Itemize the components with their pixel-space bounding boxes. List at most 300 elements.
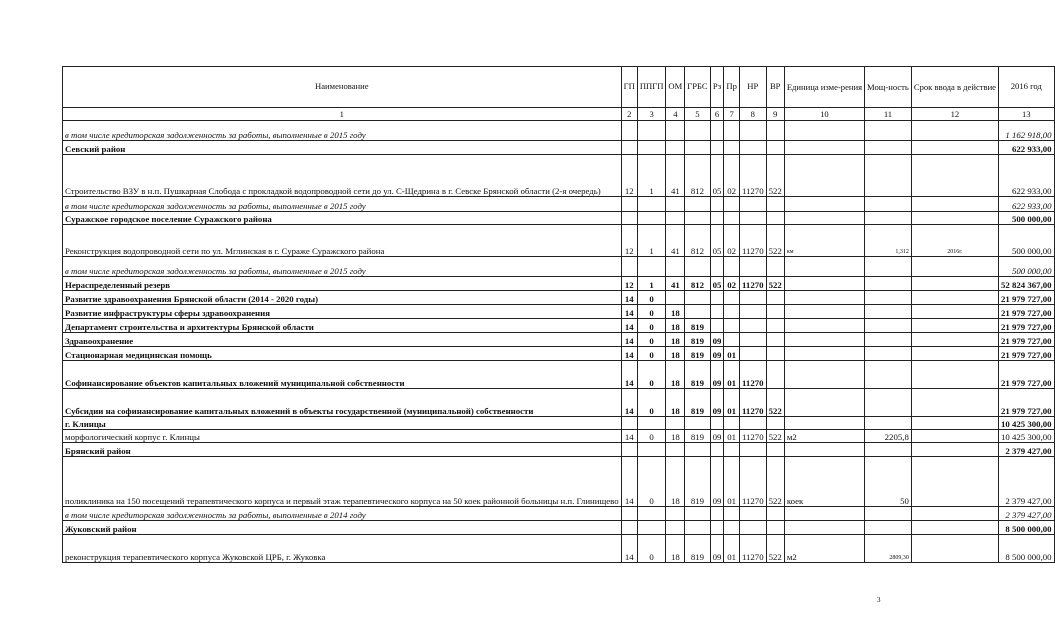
row-amount: 2 379 427,00 <box>998 457 1054 507</box>
table-row <box>63 319 1055 333</box>
row-om: 18 <box>666 361 685 389</box>
row-om <box>666 417 685 430</box>
column-number: 3 <box>637 108 666 121</box>
row-gp <box>621 257 637 277</box>
row-rz: 05 <box>710 155 724 197</box>
row-gp: 14 <box>621 430 637 443</box>
row-rz <box>710 212 724 225</box>
row-gp: 14 <box>621 389 637 417</box>
header-om: ОМ <box>666 67 685 108</box>
row-term <box>911 121 998 141</box>
row-power <box>865 197 912 212</box>
row-amount: 500 000,00 <box>998 257 1054 277</box>
row-term <box>911 361 998 389</box>
row-om: 18 <box>666 535 685 563</box>
row-grbs <box>685 291 710 305</box>
header-row <box>63 67 1055 108</box>
row-grbs: 812 <box>685 155 710 197</box>
row-grbs <box>685 141 710 155</box>
row-amount: 52 824 367,00 <box>998 277 1054 291</box>
row-rz: 09 <box>710 333 724 347</box>
row-nr <box>739 521 766 535</box>
row-ppgp: 0 <box>637 361 666 389</box>
row-ppgp: 0 <box>637 457 666 507</box>
row-ppgp: 1 <box>637 277 666 291</box>
row-term <box>911 197 998 212</box>
row-gp: 14 <box>621 535 637 563</box>
row-power <box>865 319 912 333</box>
row-term <box>911 257 998 277</box>
row-amount: 21 979 727,00 <box>998 305 1054 319</box>
row-unit <box>784 257 864 277</box>
row-pr: 02 <box>724 155 740 197</box>
row-vr: 522 <box>766 389 784 417</box>
row-grbs <box>685 305 710 319</box>
row-term <box>911 443 998 457</box>
row-unit <box>784 347 864 361</box>
row-pr: 01 <box>724 457 740 507</box>
row-power <box>865 361 912 389</box>
row-gp <box>621 507 637 521</box>
row-nr <box>739 417 766 430</box>
row-unit <box>784 305 864 319</box>
row-power <box>865 305 912 319</box>
column-number: 7 <box>724 108 740 121</box>
table-row <box>63 212 1055 225</box>
row-pr <box>724 333 740 347</box>
row-rz: 09 <box>710 430 724 443</box>
row-om: 18 <box>666 305 685 319</box>
table-row <box>63 257 1055 277</box>
row-gp <box>621 121 637 141</box>
header-year: 2016 год <box>998 67 1054 108</box>
column-number: 9 <box>766 108 784 121</box>
row-unit: коек <box>784 457 864 507</box>
row-name: Софинансирование объектов капитальных вложений муниципальной собственности <box>63 361 622 389</box>
row-term <box>911 277 998 291</box>
row-name: Субсидии на софинансирование капитальных вложений в объекты государственной (муниципальной) собственности <box>63 389 622 417</box>
row-name: Суражское городское поселение Суражского района <box>63 212 622 225</box>
row-vr: 522 <box>766 430 784 443</box>
row-term <box>911 417 998 430</box>
row-ppgp: 0 <box>637 319 666 333</box>
row-vr <box>766 417 784 430</box>
row-vr <box>766 521 784 535</box>
row-pr <box>724 507 740 521</box>
row-term <box>911 212 998 225</box>
row-rz <box>710 197 724 212</box>
row-grbs <box>685 197 710 212</box>
row-gp <box>621 443 637 457</box>
row-power <box>865 141 912 155</box>
row-gp: 14 <box>621 333 637 347</box>
row-om <box>666 257 685 277</box>
row-ppgp: 0 <box>637 535 666 563</box>
row-name: в том числе кредиторская задолженность за работы, выполненные в 2014 году <box>63 507 622 521</box>
row-grbs <box>685 507 710 521</box>
row-vr: 522 <box>766 225 784 257</box>
table-row <box>63 507 1055 521</box>
row-gp <box>621 212 637 225</box>
row-ppgp: 1 <box>637 225 666 257</box>
column-number: 11 <box>865 108 912 121</box>
row-vr <box>766 141 784 155</box>
column-number: 8 <box>739 108 766 121</box>
row-name: поликлиника на 150 посещений терапевтического корпуса и первый этаж терапевтического корпуса на 50 коек районной больницы н.п. Глинищево <box>63 457 622 507</box>
row-power <box>865 389 912 417</box>
row-pr: 02 <box>724 225 740 257</box>
row-vr <box>766 507 784 521</box>
row-amount: 8 500 000,00 <box>998 535 1054 563</box>
row-om <box>666 197 685 212</box>
row-nr <box>739 212 766 225</box>
header-grbs: ГРБС <box>685 67 710 108</box>
row-amount: 21 979 727,00 <box>998 319 1054 333</box>
row-vr <box>766 197 784 212</box>
row-vr <box>766 443 784 457</box>
row-name: в том числе кредиторская задолженность за работы, выполненные в 2015 году <box>63 121 622 141</box>
row-vr <box>766 305 784 319</box>
row-power: 2809,30 <box>865 535 912 563</box>
row-ppgp: 0 <box>637 389 666 417</box>
row-term <box>911 141 998 155</box>
header-vr: ВР <box>766 67 784 108</box>
row-rz <box>710 257 724 277</box>
column-number: 12 <box>911 108 998 121</box>
row-om: 18 <box>666 457 685 507</box>
table-row <box>63 305 1055 319</box>
row-vr: 522 <box>766 457 784 507</box>
row-term <box>911 457 998 507</box>
row-grbs <box>685 521 710 535</box>
row-term <box>911 291 998 305</box>
row-power <box>865 212 912 225</box>
row-rz <box>710 305 724 319</box>
row-pr <box>724 212 740 225</box>
page-number: 3 <box>877 596 881 604</box>
header-gp: ГП <box>621 67 637 108</box>
row-power <box>865 521 912 535</box>
row-vr <box>766 333 784 347</box>
row-unit <box>784 319 864 333</box>
row-pr: 01 <box>724 535 740 563</box>
row-gp: 14 <box>621 457 637 507</box>
row-amount: 1 162 918,00 <box>998 121 1054 141</box>
row-vr <box>766 212 784 225</box>
row-name: Реконструкция водопроводной сети по ул. Мглинская в г. Сураже Суражского района <box>63 225 622 257</box>
column-number: 6 <box>710 108 724 121</box>
column-number: 4 <box>666 108 685 121</box>
row-rz <box>710 141 724 155</box>
row-rz <box>710 319 724 333</box>
row-power <box>865 257 912 277</box>
row-term <box>911 389 998 417</box>
row-nr: 11270 <box>739 457 766 507</box>
row-ppgp <box>637 507 666 521</box>
row-power: 2205,8 <box>865 430 912 443</box>
row-amount: 8 500 000,00 <box>998 521 1054 535</box>
row-nr: 11270 <box>739 430 766 443</box>
row-unit <box>784 507 864 521</box>
row-om <box>666 212 685 225</box>
row-unit: м2 <box>784 430 864 443</box>
row-vr <box>766 361 784 389</box>
row-nr: 11270 <box>739 535 766 563</box>
row-ppgp <box>637 257 666 277</box>
row-ppgp <box>637 417 666 430</box>
row-nr: 11270 <box>739 277 766 291</box>
row-rz <box>710 121 724 141</box>
row-name: г. Клинцы <box>63 417 622 430</box>
row-ppgp <box>637 141 666 155</box>
row-amount: 21 979 727,00 <box>998 333 1054 347</box>
row-vr <box>766 257 784 277</box>
row-amount: 21 979 727,00 <box>998 347 1054 361</box>
row-power <box>865 155 912 197</box>
row-pr: 02 <box>724 277 740 291</box>
row-unit: км <box>784 225 864 257</box>
row-nr <box>739 333 766 347</box>
header-power: Мощ-ность <box>865 67 912 108</box>
row-amount: 21 979 727,00 <box>998 291 1054 305</box>
column-number: 1 <box>63 108 622 121</box>
table-row <box>63 361 1055 389</box>
row-ppgp: 0 <box>637 333 666 347</box>
row-nr: 11270 <box>739 389 766 417</box>
row-unit <box>784 361 864 389</box>
table-row <box>63 535 1055 563</box>
row-rz: 05 <box>710 277 724 291</box>
table-row <box>63 291 1055 305</box>
row-term <box>911 507 998 521</box>
row-power: 50 <box>865 457 912 507</box>
row-om: 18 <box>666 333 685 347</box>
table-row <box>63 155 1055 197</box>
column-number: 2 <box>621 108 637 121</box>
row-om: 41 <box>666 277 685 291</box>
row-nr: 11270 <box>739 361 766 389</box>
row-om: 41 <box>666 155 685 197</box>
row-term: 2016г. <box>911 225 998 257</box>
row-om <box>666 121 685 141</box>
table-row <box>63 333 1055 347</box>
row-unit <box>784 443 864 457</box>
table-row <box>63 443 1055 457</box>
row-vr: 522 <box>766 535 784 563</box>
row-name: Развитие инфраструктуры сферы здравоохранения <box>63 305 622 319</box>
table-row <box>63 141 1055 155</box>
row-nr <box>739 197 766 212</box>
row-unit: м2 <box>784 535 864 563</box>
row-pr <box>724 141 740 155</box>
table-row <box>63 121 1055 141</box>
row-nr <box>739 507 766 521</box>
row-om <box>666 521 685 535</box>
row-name: в том числе кредиторская задолженность за работы, выполненные в 2015 году <box>63 257 622 277</box>
row-amount: 622 933,00 <box>998 197 1054 212</box>
row-power <box>865 277 912 291</box>
row-om <box>666 291 685 305</box>
row-pr <box>724 291 740 305</box>
row-pr: 01 <box>724 347 740 361</box>
row-ppgp <box>637 443 666 457</box>
row-ppgp <box>637 197 666 212</box>
row-om: 18 <box>666 319 685 333</box>
row-vr <box>766 121 784 141</box>
row-pr <box>724 417 740 430</box>
row-grbs: 819 <box>685 535 710 563</box>
row-grbs <box>685 257 710 277</box>
table-row <box>63 347 1055 361</box>
table-row <box>63 225 1055 257</box>
row-term <box>911 155 998 197</box>
row-ppgp: 0 <box>637 347 666 361</box>
row-gp: 12 <box>621 225 637 257</box>
row-pr <box>724 319 740 333</box>
row-power <box>865 417 912 430</box>
row-gp: 14 <box>621 291 637 305</box>
row-rz: 09 <box>710 347 724 361</box>
row-term <box>911 333 998 347</box>
row-amount: 10 425 300,00 <box>998 430 1054 443</box>
row-gp: 14 <box>621 319 637 333</box>
row-unit <box>784 389 864 417</box>
row-rz: 09 <box>710 389 724 417</box>
table-row <box>63 389 1055 417</box>
row-name: Стационарная медицинская помощь <box>63 347 622 361</box>
row-nr <box>739 305 766 319</box>
row-pr: 01 <box>724 361 740 389</box>
row-grbs: 819 <box>685 361 710 389</box>
row-name: Брянский район <box>63 443 622 457</box>
row-grbs <box>685 443 710 457</box>
row-grbs <box>685 212 710 225</box>
row-grbs: 819 <box>685 430 710 443</box>
header-ppgp: ППГП <box>637 67 666 108</box>
row-nr <box>739 291 766 305</box>
row-gp: 14 <box>621 361 637 389</box>
row-amount: 21 979 727,00 <box>998 389 1054 417</box>
row-vr <box>766 347 784 361</box>
row-vr: 522 <box>766 155 784 197</box>
row-grbs <box>685 417 710 430</box>
row-nr <box>739 121 766 141</box>
column-number: 5 <box>685 108 710 121</box>
row-name: реконструкция терапевтического корпуса Жуковской ЦРБ, г. Жуковка <box>63 535 622 563</box>
row-nr <box>739 319 766 333</box>
row-pr <box>724 121 740 141</box>
budget-table <box>62 66 1055 563</box>
row-name: Развитие здравоохранения Брянской области (2014 - 2020 годы) <box>63 291 622 305</box>
header-rz: Рз <box>710 67 724 108</box>
row-power <box>865 333 912 347</box>
row-pr <box>724 443 740 457</box>
row-rz: 05 <box>710 225 724 257</box>
row-amount: 500 000,00 <box>998 212 1054 225</box>
row-nr: 11270 <box>739 225 766 257</box>
table-row <box>63 521 1055 535</box>
header-nr: НР <box>739 67 766 108</box>
row-amount: 622 933,00 <box>998 155 1054 197</box>
row-unit <box>784 291 864 305</box>
row-grbs: 819 <box>685 457 710 507</box>
row-nr <box>739 257 766 277</box>
row-ppgp: 0 <box>637 291 666 305</box>
row-power <box>865 443 912 457</box>
row-power <box>865 507 912 521</box>
row-grbs: 812 <box>685 225 710 257</box>
row-pr: 01 <box>724 430 740 443</box>
row-rz: 09 <box>710 535 724 563</box>
row-om: 18 <box>666 389 685 417</box>
table-row <box>63 457 1055 507</box>
row-pr: 01 <box>724 389 740 417</box>
row-gp <box>621 141 637 155</box>
row-gp <box>621 417 637 430</box>
row-amount: 2 379 427,00 <box>998 507 1054 521</box>
row-om <box>666 507 685 521</box>
row-om <box>666 141 685 155</box>
row-power <box>865 121 912 141</box>
row-gp <box>621 197 637 212</box>
row-term <box>911 535 998 563</box>
row-pr <box>724 257 740 277</box>
row-grbs: 819 <box>685 319 710 333</box>
row-gp: 14 <box>621 305 637 319</box>
row-amount: 2 379 427,00 <box>998 443 1054 457</box>
row-nr <box>739 347 766 361</box>
row-name: Здравоохранение <box>63 333 622 347</box>
row-gp: 14 <box>621 347 637 361</box>
row-unit <box>784 141 864 155</box>
row-vr <box>766 291 784 305</box>
row-gp: 12 <box>621 155 637 197</box>
column-number-row <box>63 108 1055 121</box>
table-row <box>63 197 1055 212</box>
row-unit <box>784 197 864 212</box>
header-unit: Единица изме-рения <box>784 67 864 108</box>
row-amount: 622 933,00 <box>998 141 1054 155</box>
row-rz <box>710 291 724 305</box>
row-amount: 10 425 300,00 <box>998 417 1054 430</box>
row-name: Жуковский район <box>63 521 622 535</box>
row-amount: 500 000,00 <box>998 225 1054 257</box>
row-ppgp: 1 <box>637 155 666 197</box>
row-ppgp <box>637 121 666 141</box>
row-grbs <box>685 121 710 141</box>
row-om <box>666 443 685 457</box>
row-nr: 11270 <box>739 155 766 197</box>
row-term <box>911 319 998 333</box>
row-rz <box>710 521 724 535</box>
row-unit <box>784 155 864 197</box>
row-term <box>911 347 998 361</box>
row-name: Департамент строительства и архитектуры Брянской области <box>63 319 622 333</box>
row-grbs: 812 <box>685 277 710 291</box>
row-om: 18 <box>666 430 685 443</box>
column-number: 10 <box>784 108 864 121</box>
row-grbs: 819 <box>685 347 710 361</box>
row-gp: 12 <box>621 277 637 291</box>
row-power: 1,312 <box>865 225 912 257</box>
row-gp <box>621 521 637 535</box>
row-name: морфологический корпус г. Клинцы <box>63 430 622 443</box>
row-unit <box>784 333 864 347</box>
header-name: Наименование <box>63 67 622 108</box>
table-row <box>63 430 1055 443</box>
row-name: Севский район <box>63 141 622 155</box>
table-row <box>63 417 1055 430</box>
